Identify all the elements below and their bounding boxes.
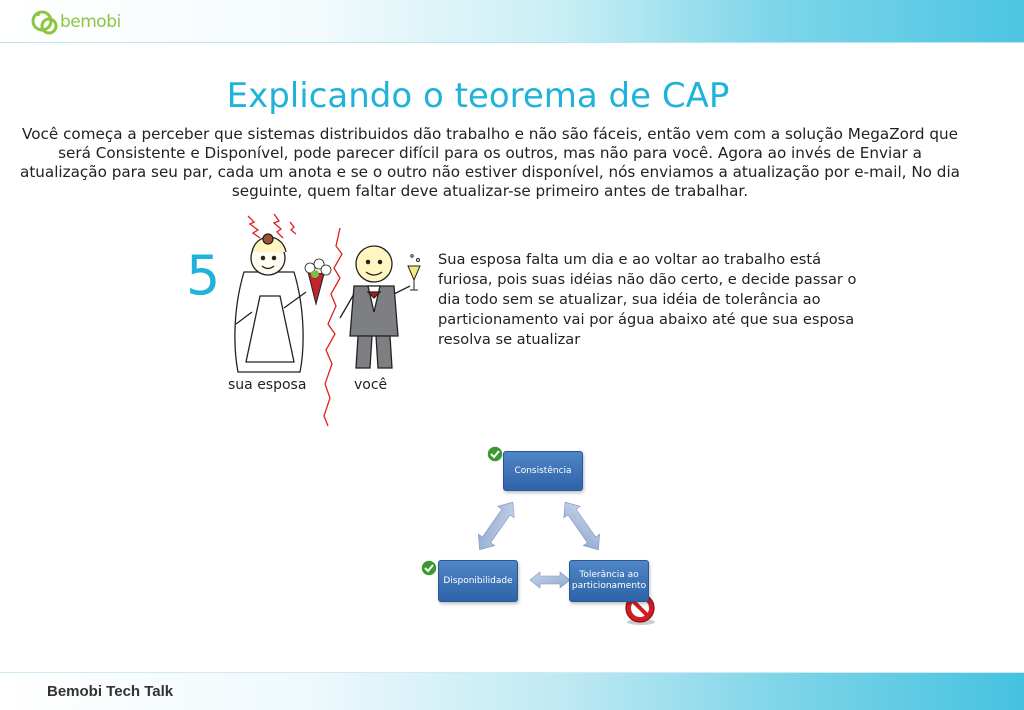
arrow-availability-partition <box>530 572 570 588</box>
anger-squiggle-icon <box>274 214 283 238</box>
cap-diagram <box>410 440 670 630</box>
step-number: 5 <box>186 244 221 307</box>
slide-title: Explicando o teorema de CAP <box>226 76 730 116</box>
caption-wife: sua esposa <box>228 377 307 393</box>
separation-line <box>324 228 342 426</box>
brand-name: bemobi <box>60 12 121 32</box>
check-icon <box>487 446 503 462</box>
intro-paragraph: Você começa a perceber que sistemas distribuidos dão trabalho e não são fáceis, então vem com a solução MegaZord que será Consistente e Disponível, pode parecer difícil para os outros, mas não para você. Agora ao invés de Enviar a atualização para seu par, cada um anota e se o outro não estiver disponível, nós enviamos a atualização por e-mail, No dia seguinte, quem faltar deve atualizar-se primeiro antes de trabalhar. <box>20 125 960 200</box>
footer-label: Bemobi Tech Talk <box>47 683 174 700</box>
arrow-consistency-partition <box>557 496 607 555</box>
couple-illustration <box>222 212 432 452</box>
caption-you: você <box>354 377 388 393</box>
arrow-consistency-availability <box>471 496 521 555</box>
bride-figure <box>235 234 306 372</box>
story-paragraph: Sua esposa falta um dia e ao voltar ao trabalho está furiosa, pois suas idéias não dão certo, e decide passar o dia todo sem se atualizar, sua idéia de tolerância ao particionamento vai por água abaixo até que sua esposa resolva se atualizar <box>438 251 857 348</box>
consistency-node: Consistência <box>503 451 583 491</box>
partition-tolerance-node: Tolerância ao particionamento <box>569 560 649 602</box>
groom-figure <box>340 246 410 368</box>
bouquet-icon <box>305 259 331 304</box>
footer-bar <box>0 672 1024 710</box>
availability-node: Disponibilidade <box>438 560 518 602</box>
anger-squiggle-icon <box>248 216 260 238</box>
header-bar <box>0 0 1024 43</box>
anger-squiggle-icon <box>290 222 296 234</box>
check-icon <box>421 560 437 576</box>
champagne-glass-icon <box>408 255 420 290</box>
